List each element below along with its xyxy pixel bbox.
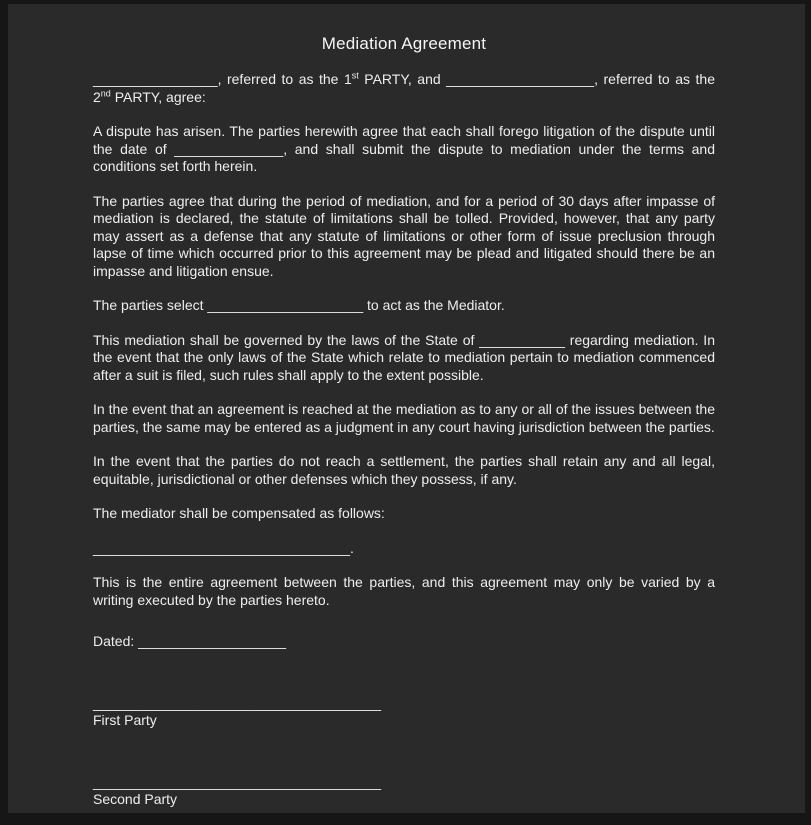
party2-blank: ___________________ — [446, 71, 595, 87]
party1-blank: ________________ — [93, 71, 218, 87]
intro-text-segment: PARTY, agree: — [110, 88, 206, 105]
dispute-paragraph: A dispute has arisen. The parties herewith agree that each shall forego litigation of the dispute until the date of ______________, and shall submit the dispute to mediation under the terms and conditions set forth herein. — [93, 123, 715, 174]
mediator-selection-paragraph: The parties select ____________________ to act as the Mediator. — [93, 297, 505, 313]
compensation-blank-line: _________________________________. — [93, 539, 354, 556]
ordinal-suffix-first: st — [351, 70, 359, 81]
first-party-signature-block — [93, 695, 715, 730]
no-settlement-paragraph: In the event that the parties do not reach a settlement, the parties shall retain any and all legal, equitable, jurisdictional or other defenses which they possess, if any. — [93, 453, 715, 487]
judgment-paragraph: In the event that an agreement is reached at the mediation as to any or all of the issues between the parties, the same may be entered as a judgment in any court having jurisdiction between the parties. — [93, 401, 715, 435]
dated-blank: ___________________ — [138, 633, 287, 649]
ordinal-suffix-second: nd — [100, 87, 111, 98]
first-party-label: First Party — [93, 712, 157, 728]
dated-line — [93, 633, 715, 651]
governing-law-paragraph: This mediation shall be governed by the laws of the State of ___________ regarding mediation. In the event that the only laws of the State which relate to mediation pertain to mediation commenced after a suit is filed, such rules shall apply to the extent possible. — [93, 331, 715, 383]
compensation-paragraph: The mediator shall be compensated as follows: — [93, 505, 385, 521]
intro-paragraph — [93, 71, 715, 106]
first-party-signature-line: _____________________________________ — [93, 694, 382, 711]
intro-text-segment: PARTY, and — [358, 71, 447, 87]
second-party-label: Second Party — [93, 791, 178, 807]
document-title: Mediation Agreement — [321, 34, 487, 53]
dated-label: Dated: — [93, 633, 139, 649]
intro-text-segment: , referred to as the 1 — [217, 71, 352, 87]
second-party-signature-block — [93, 774, 715, 809]
intro-text-segment: , referred to as the 2 — [93, 71, 715, 105]
tolling-paragraph: The parties agree that during the period of mediation, and for a period of 30 days after impasse of mediation is declared, the statute of limitations shall be tolled. Provided, however, that any party may assert as a defense that any statute of limitations or other form of issue preclusion through lapse of time which occurred prior to this agreement may be plead and litigated should there be an impasse and litigation ensue. — [93, 192, 715, 279]
entire-agreement-paragraph: This is the entire agreement between the parties, and this agreement may only be varied by a writing executed by the parties hereto. — [93, 574, 715, 608]
second-party-signature-line: _____________________________________ — [93, 773, 382, 790]
document-page — [8, 4, 805, 813]
